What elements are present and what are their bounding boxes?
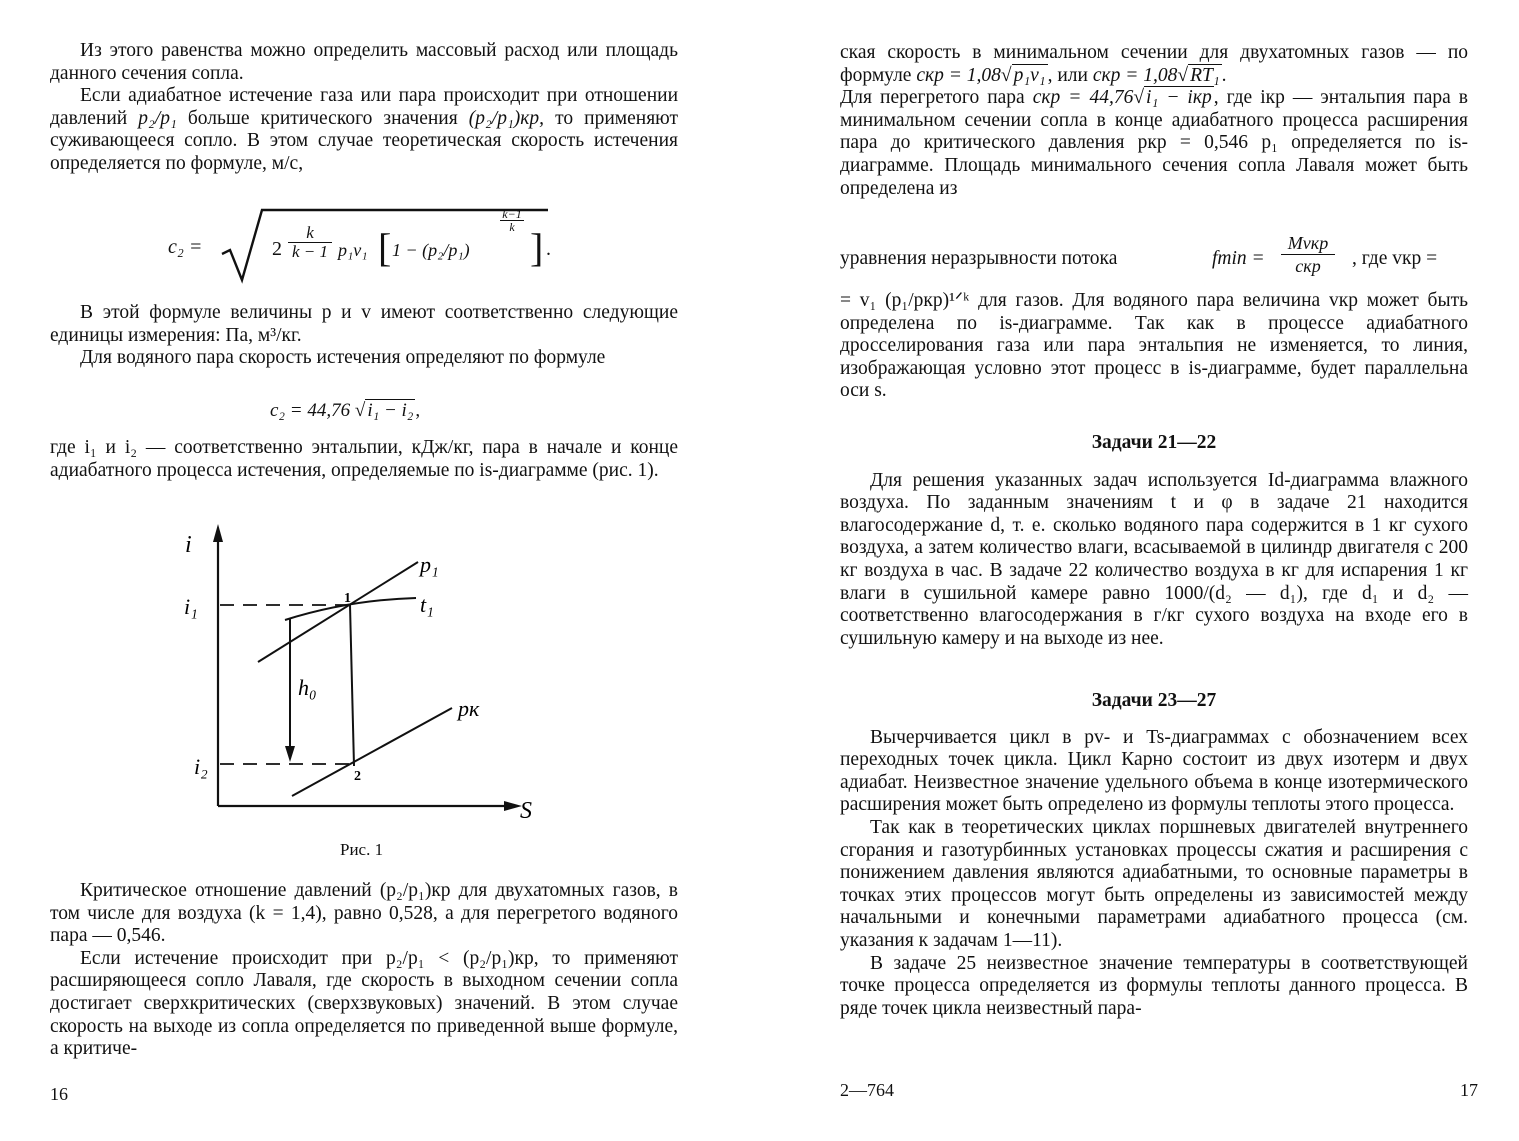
isobar-p1: [258, 562, 418, 662]
x-axis-label: S: [520, 798, 532, 820]
label-pk: pк: [458, 696, 480, 721]
is-diagram-figure: [170, 520, 550, 820]
arrow-down-icon: [285, 746, 295, 762]
paragraph: Вычерчивается цикл в pv- и Ts-диаграммах с обозначением всех переходных точек цикла. Цикл Карно состоит из двух изотерм и двух адиабат. Неизвестное значение удельного объема в конце изотермического расширения может быть определено из формулы теплоты этого процесса.: [840, 726, 1468, 816]
paragraph: Из этого равенства можно определить массовый расход или площадь данного сечения сопла.: [50, 40, 678, 84]
section-heading: Задачи 21—22: [1091, 432, 1217, 453]
label-p1: p₁: [420, 552, 439, 577]
label-h0: h₀: [298, 675, 317, 700]
left-text-bottom: [50, 880, 678, 1061]
paragraph: Для водяного пара скорость истечения определяют по формуле: [80, 347, 606, 369]
point-2-label: 2: [354, 769, 361, 784]
tick-i1: i₁: [184, 594, 198, 619]
section-heading: Задачи 23—27: [1091, 690, 1217, 711]
y-axis-arrow-icon: [213, 524, 223, 542]
adiabat-1-2: [350, 605, 354, 766]
paragraph: В этой формуле величины p и v имеют соответственно следующие единицы измерения: Па, м³/кг.: [50, 302, 678, 346]
tick-i2: i₂: [194, 754, 208, 779]
label-t1: t₁: [420, 592, 434, 617]
paragraph: В задаче 25 неизвестное значение температуры в соответствующей точке процесса определяется из формулы теплоты данного процесса. В ряде точек цикла неизвестный пара-: [840, 952, 1468, 1019]
right-text-mid: [840, 290, 1468, 403]
paragraph: Для перегретого пара cкр = 44,76√ i₁ − iкр , где iкр — энтальпия пара в минимальном сечении сопла в конце адиабатного процесса расширения пара до критического давления pкр = 0,546 p₁ определяется по is-диаграмме. Площадь минимального сечения сопла Лаваля может быть определена из: [840, 87, 1468, 199]
right-page: [760, 0, 1519, 1141]
formula-c2-gas: c₂ = 2 k k − 1 p₁v₁ [ 1 − (p₂/p₁) k−1 k ] .: [168, 206, 568, 284]
section-21-22: [840, 432, 1468, 650]
paragraph: Критическое отношение давлений (p₂/p₁)кр для двухатомных газов, в том числе для воздуха (k = 1,4), равно 0,528, а для перегретого водяного пара — 0,546.: [50, 880, 678, 947]
printer-signature: 2—764: [840, 1080, 894, 1100]
section-23-27: [840, 690, 1468, 1020]
paragraph: Так как в теоретических циклах поршневых двигателей внутреннего сгорания и газотурбинных установках процессы сжатия и расширения с понижением давления являются адиабатными, то основные параметры в точках этих процессов могут быть определены из зависимостей между начальными и конечными параметрами адиабатного процесса (см. указания к задачам 1—11).: [840, 816, 1468, 951]
right-text-top: [840, 42, 1468, 200]
left-text-figref: [50, 437, 678, 482]
isobar-pk: [292, 708, 452, 796]
paragraph: Если истечение происходит при p₂/p₁ < (p₂/p₁)кр, то применяют расширяющееся сопло Лаваля, где скорость в выходном сечении сопла достигает сверхкритических (сверхзвуковых) значений. В этом случае скорость на выходе из сопла определяется по приведенной выше формуле, а критиче-: [50, 947, 678, 1060]
left-text-mid: [50, 302, 678, 370]
figure-caption: Рис. 1: [340, 840, 384, 859]
paragraph: Для решения указанных задач используется Id-диаграмма влажного воздуха. По заданным значениям t и φ в задаче 21 находится влагосодержание d, т. е. сколько водяного пара содержится в 1 кг сухого воздуха, а затем количество влаги, всасываемой в цилиндр двигателя с 200 кг воздуха в час. В задаче 22 количество воздуха в кг для испарения 1 кг влаги в сушильной камере равно 1000/(d₂ — d₁), где d₁ и d₂ — соответственно влагосодержания в г/кг сухого воздуха на входе его в сушильную камеру и на выходе из нее.: [840, 469, 1468, 649]
continuity-equation-line: уравнения неразрывности потока fmin = Mvкр cкр , где vкр =: [840, 233, 1438, 276]
paragraph: = v₁ (p₁/pкр)¹ᐟᵏ для газов. Для водяного пара величина vкр может быть определена по is-диаграмме. Так как в процессе адиабатного дросселирования газа или пара энтальпия не изменяется, то линия, изображающая условно этот процесс в is-диаграмме, будет параллельна оси s.: [840, 290, 1468, 402]
page-number-right: 17: [1460, 1080, 1478, 1100]
paragraph: Если адиабатное истечение газа или пара происходит при отношении давлений p₂/p₁ больше критического значения (p₂/p₁)кр, то применяют суживающееся сопло. В этом случае теоретическая скорость истечения определяется по формуле, м/с,: [50, 85, 678, 174]
y-axis-label: i: [185, 532, 192, 558]
paragraph: где i₁ и i₂ — соответственно энтальпии, кДж/кг, пара в начале и конце адиабатного процесса истечения, определяемые по is-диаграмме (рис. 1).: [50, 437, 678, 481]
paragraph: ская скорость в минимальном сечении для двухатомных газов — по формуле cкр = 1,08√ p₁v₁ , или cкр = 1,08√ RT₁ .: [840, 42, 1468, 86]
formula-c2-steam: c₂ = 44,76 √ i₁ − i₂ ,: [270, 400, 421, 421]
point-1-label: 1: [344, 591, 351, 606]
left-text-top: [50, 40, 678, 176]
page-number-left: 16: [50, 1084, 68, 1104]
